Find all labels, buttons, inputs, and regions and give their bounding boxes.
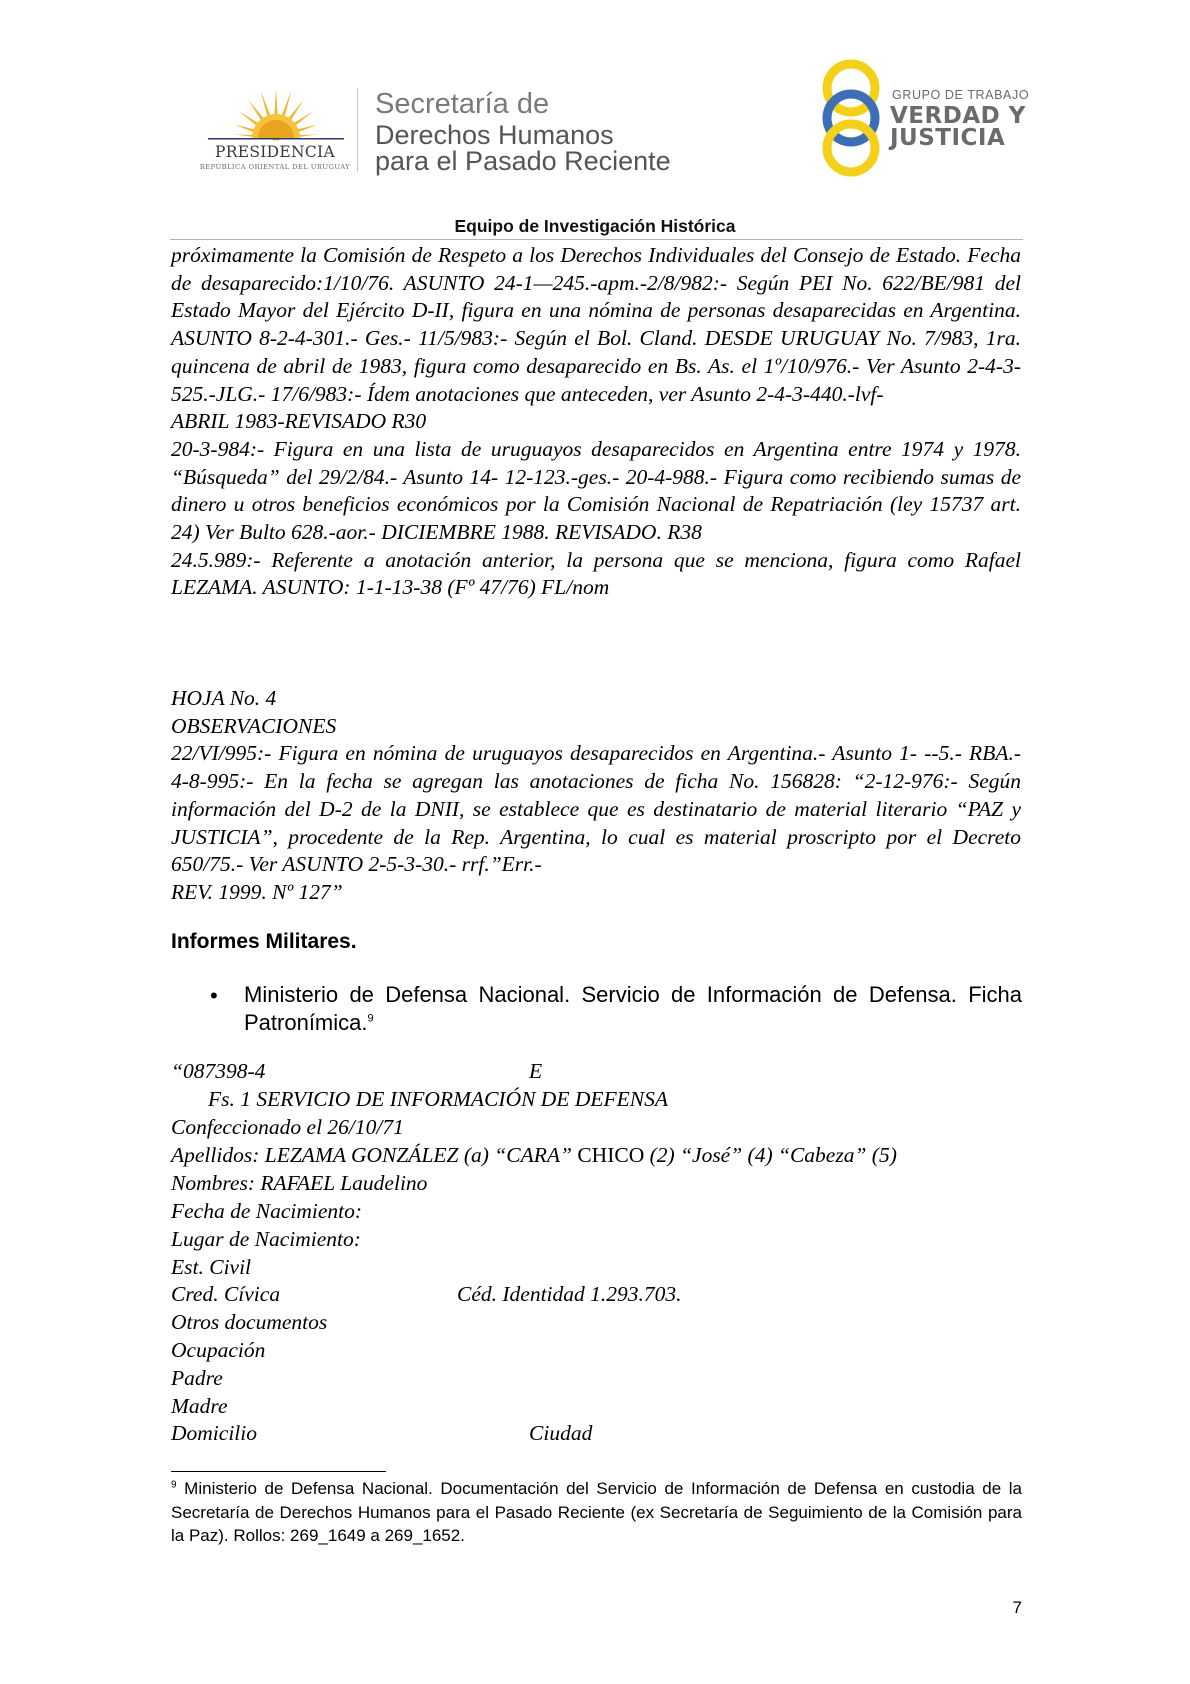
ficha-confeccionado: Confeccionado el 26/10/71 xyxy=(171,1115,404,1139)
team-title: Equipo de Investigación Histórica xyxy=(454,216,736,236)
bullet-item-text: Ministerio de Defensa Nacional. Servicio de Información de Defensa. Ficha Patronímica. xyxy=(244,982,1022,1035)
ficha-apellidos xyxy=(171,1143,897,1168)
vj-title-line-1: VERDAD Y xyxy=(890,103,1026,129)
verdad-justicia-rings-icon xyxy=(816,56,886,180)
section-heading: Informes Militares. xyxy=(171,930,357,953)
page-number: 7 xyxy=(1012,1598,1022,1617)
ficha-nombres: Nombres: RAFAEL Laudelino xyxy=(171,1171,428,1195)
ficha-number: “087398-4 xyxy=(171,1059,266,1083)
ficha-ciudad: Ciudad xyxy=(529,1421,593,1445)
apellidos-value: Apellidos: LEZAMA GONZÁLEZ (a) “CARA” xyxy=(171,1143,572,1167)
sheet-label: HOJA No. 4 xyxy=(171,686,277,710)
revision-note: REV. 1999. Nº 127” xyxy=(171,879,343,904)
ficha-letter: E xyxy=(529,1059,543,1083)
ficha-credencial-civica: Cred. Cívica xyxy=(171,1282,281,1306)
apellidos-chico: CHICO xyxy=(577,1143,645,1167)
ficha-cedula-identidad: Céd. Identidad 1.293.703. xyxy=(457,1282,682,1306)
ficha-madre: Madre xyxy=(171,1394,228,1418)
ficha-estado-civil: Est. Civil xyxy=(171,1255,252,1279)
ficha-fecha-nacimiento: Fecha de Nacimiento: xyxy=(171,1199,363,1223)
ficha-domicilio: Domicilio xyxy=(171,1421,257,1445)
ficha-service-line: Fs. 1 SERVICIO DE INFORMACIÓN DE DEFENSA xyxy=(208,1087,668,1111)
bullet-item xyxy=(244,981,1022,1037)
footnote-text: Ministerio de Defensa Nacional. Documentación del Servicio de Información de Defensa en custodia de la Secretaría de Derechos Humanos para el Pasado Reciente (ex Secretaría de Seguimiento de la Comisión para la Paz). Rollos: 269_1649 a 269_1652. xyxy=(171,1479,1022,1545)
header-rule xyxy=(170,239,1023,240)
presidencia-subtitle: REPÚBLICA ORIENTAL DEL URUGUAY xyxy=(199,163,351,171)
footnote xyxy=(171,1477,1022,1548)
footnote-number: 9 xyxy=(171,1479,177,1491)
ficha-ocupacion: Ocupación xyxy=(171,1338,266,1362)
footnote-ref: 9 xyxy=(367,1012,374,1025)
secretaria-line-2: Derechos Humanos xyxy=(375,120,614,150)
bullet-icon: • xyxy=(210,983,218,1008)
annotation-paragraph: 20-3-984:- Figura en una lista de uruguayos desaparecidos en Argentina entre 1974 y 1978. “Búsqueda” del 29/2/84.- Asunto 14- 12-123.-ges.- 20-4-988.- Figura como recibiendo sumas de dinero u otros beneficios económicos por la Comisión Nacional de Repatriación (ley 15737 art. 24) Ver Bulto 628.-aor.- DICIEMBRE 1988. REVISADO. R38 xyxy=(171,436,1021,545)
header-divider xyxy=(357,88,358,172)
annotation-paragraph: próximamente la Comisión de Respeto a los Derechos Individuales del Consejo de Estado. Fecha de desaparecido:1/10/76. ASUNTO 24-1—245.-apm.-2/8/982:- Según PEI No. 622/BE/981 del Estado Mayor del Ejército D-II, figura en una nómina de personas desaparecidas en Argentina. ASUNTO 8-2-4-301.- Ges.- 11/5/983:- Según el Bol. Cland. DESDE URUGUAY No. 7/983, 1ra. quincena de abril de 1983, figura como desaparecido en Bs. As. el 1º/10/976.- Ver Asunto 2-4-3-525.-JLG.- 17/6/983:- Ídem anotaciones que anteceden, ver Asunto 2-4-3-440.-lvf- xyxy=(171,243,1021,406)
hoja-4-observations xyxy=(171,685,1021,907)
footnote-separator xyxy=(171,1471,386,1472)
annotation-paragraph: 24.5.989:- Referente a anotación anterior, la persona que se menciona, figura como Rafael LEZAMA. ASUNTO: 1-1-13-38 (Fº 47/76) FL/nom xyxy=(171,547,1021,600)
presidencia-name: PRESIDENCIA xyxy=(215,143,335,161)
secretaria-line-1: Secretaría de xyxy=(375,88,550,120)
ficha-lugar-nacimiento: Lugar de Nacimiento: xyxy=(171,1227,361,1251)
observation-paragraph: 22/VI/995:- Figura en nómina de uruguayos desaparecidos en Argentina.- Asunto 1- --5.- RBA.- 4-8-995:- En la fecha se agregan las anotaciones de ficha No. 156828: “2-12-976:- Según información del D-2 de la DNII, se establece que es destinatario de material literario “PAZ y JUSTICIA”, procedente de la Rep. Argentina, lo cual es material proscripto por el Decreto 650/75.- Ver ASUNTO 2-5-3-30.- rrf.”Err.- xyxy=(171,741,1021,877)
vj-title-line-2: JUSTICIA xyxy=(890,125,1006,151)
page-header xyxy=(0,0,1190,215)
ficha-padre: Padre xyxy=(171,1366,223,1390)
annotation-paragraph: ABRIL 1983-REVISADO R30 xyxy=(171,409,427,434)
apellidos-aliases: (2) “José” (4) “Cabeza” (5) xyxy=(649,1143,897,1167)
record-annotations xyxy=(171,242,1021,602)
ficha-otros-documentos: Otros documentos xyxy=(171,1310,328,1334)
vj-group-label: GRUPO DE TRABAJO xyxy=(892,88,1030,102)
observations-heading: OBSERVACIONES xyxy=(171,713,337,738)
secretaria-line-3: para el Pasado Reciente xyxy=(375,146,671,176)
